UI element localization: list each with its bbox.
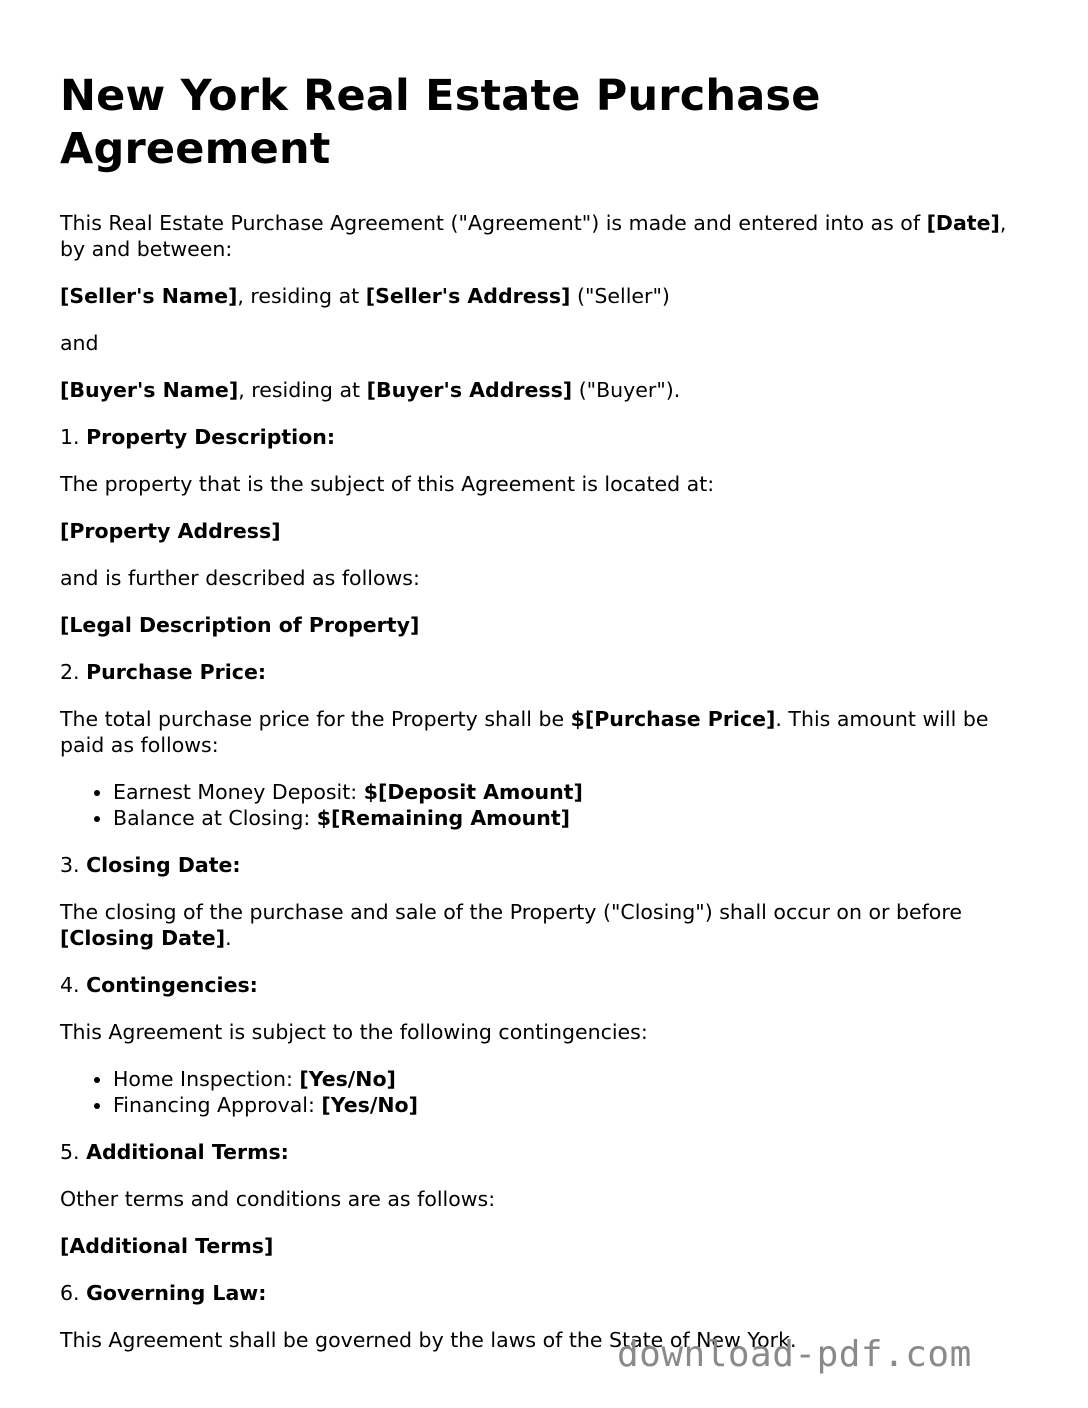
buyer-residing-text: , residing at — [238, 378, 367, 402]
closing-date-field: [Closing Date] — [60, 926, 226, 950]
property-described-text: and is further described as follows: — [60, 566, 420, 590]
buyer-address-field: [Buyer's Address] — [366, 378, 573, 402]
section-1-heading — [60, 424, 1035, 450]
section-number: 6. — [60, 1281, 87, 1305]
property-address-field: [Property Address] — [60, 519, 281, 543]
section-number: 4. — [60, 973, 87, 997]
purchase-price-text-end: . This amount will be paid as follows: — [60, 707, 989, 757]
list-item — [113, 1092, 1035, 1118]
intro-text-end: , by and between: — [60, 211, 1007, 261]
closing-date-paragraph — [60, 899, 1035, 951]
financing-approval-field: [Yes/No] — [321, 1093, 418, 1117]
section-5-heading — [60, 1139, 1035, 1165]
section-heading-text: Closing Date: — [86, 853, 241, 877]
section-number: 1. — [60, 425, 87, 449]
section-heading-text: Property Description: — [86, 425, 336, 449]
purchase-price-paragraph — [60, 706, 1035, 758]
purchase-price-field: $[Purchase Price] — [570, 707, 776, 731]
property-address-paragraph — [60, 518, 1035, 544]
contingencies-text: This Agreement is subject to the following contingencies: — [60, 1020, 648, 1044]
section-2-heading — [60, 659, 1035, 685]
closing-text-end: . — [225, 926, 232, 950]
document-page — [60, 70, 1035, 1374]
buyer-role-text: ("Buyer"). — [572, 378, 681, 402]
list-item-label: Home Inspection: — [113, 1067, 300, 1091]
legal-description-paragraph — [60, 612, 1035, 638]
document-title: New York Real Estate Purchase Agreement — [60, 71, 821, 174]
list-item-label: Balance at Closing: — [113, 806, 317, 830]
additional-terms-paragraph — [60, 1233, 1035, 1259]
seller-address-field: [Seller's Address] — [365, 284, 571, 308]
list-item — [113, 779, 1035, 805]
section-heading-text: Purchase Price: — [86, 660, 267, 684]
additional-terms-field: [Additional Terms] — [60, 1234, 274, 1258]
deposit-amount-field: $[Deposit Amount] — [363, 780, 583, 804]
buyer-line — [60, 377, 1035, 403]
seller-residing-text: , residing at — [237, 284, 366, 308]
contingencies-list — [60, 1066, 1035, 1118]
section-heading-text: Contingencies: — [86, 973, 258, 997]
intro-paragraph — [60, 210, 1035, 262]
purchase-price-text: The total purchase price for the Property shall be — [60, 707, 571, 731]
list-item-label: Earnest Money Deposit: — [113, 780, 364, 804]
section-4-heading — [60, 972, 1035, 998]
list-item — [113, 1066, 1035, 1092]
closing-text: The closing of the purchase and sale of the Property ("Closing") shall occur on or before — [60, 900, 962, 924]
legal-description-field: [Legal Description of Property] — [60, 613, 420, 637]
governing-law-text: This Agreement shall be governed by the laws of the State of New York. — [60, 1328, 797, 1352]
section-number: 3. — [60, 853, 87, 877]
list-item-label: Financing Approval: — [113, 1093, 322, 1117]
additional-terms-text: Other terms and conditions are as follows: — [60, 1187, 496, 1211]
seller-role-text: ("Seller") — [570, 284, 670, 308]
seller-name-field: [Seller's Name] — [60, 284, 238, 308]
agreement-date-field: [Date] — [926, 211, 1000, 235]
home-inspection-field: [Yes/No] — [299, 1067, 396, 1091]
section-6-heading — [60, 1280, 1035, 1306]
section-number: 2. — [60, 660, 87, 684]
section-3-heading — [60, 852, 1035, 878]
watermark-text: download-pdf.com — [617, 1334, 972, 1375]
property-location-text: The property that is the subject of this Agreement is located at: — [60, 472, 715, 496]
payment-list — [60, 779, 1035, 831]
seller-line — [60, 283, 1035, 309]
list-item — [113, 805, 1035, 831]
section-heading-text: Governing Law: — [86, 1281, 267, 1305]
section-number: 5. — [60, 1140, 87, 1164]
section-heading-text: Additional Terms: — [86, 1140, 289, 1164]
remaining-amount-field: $[Remaining Amount] — [316, 806, 570, 830]
intro-text: This Real Estate Purchase Agreement ("Agreement") is made and entered into as of — [60, 211, 927, 235]
buyer-name-field: [Buyer's Name] — [60, 378, 239, 402]
and-text: and — [60, 331, 99, 355]
